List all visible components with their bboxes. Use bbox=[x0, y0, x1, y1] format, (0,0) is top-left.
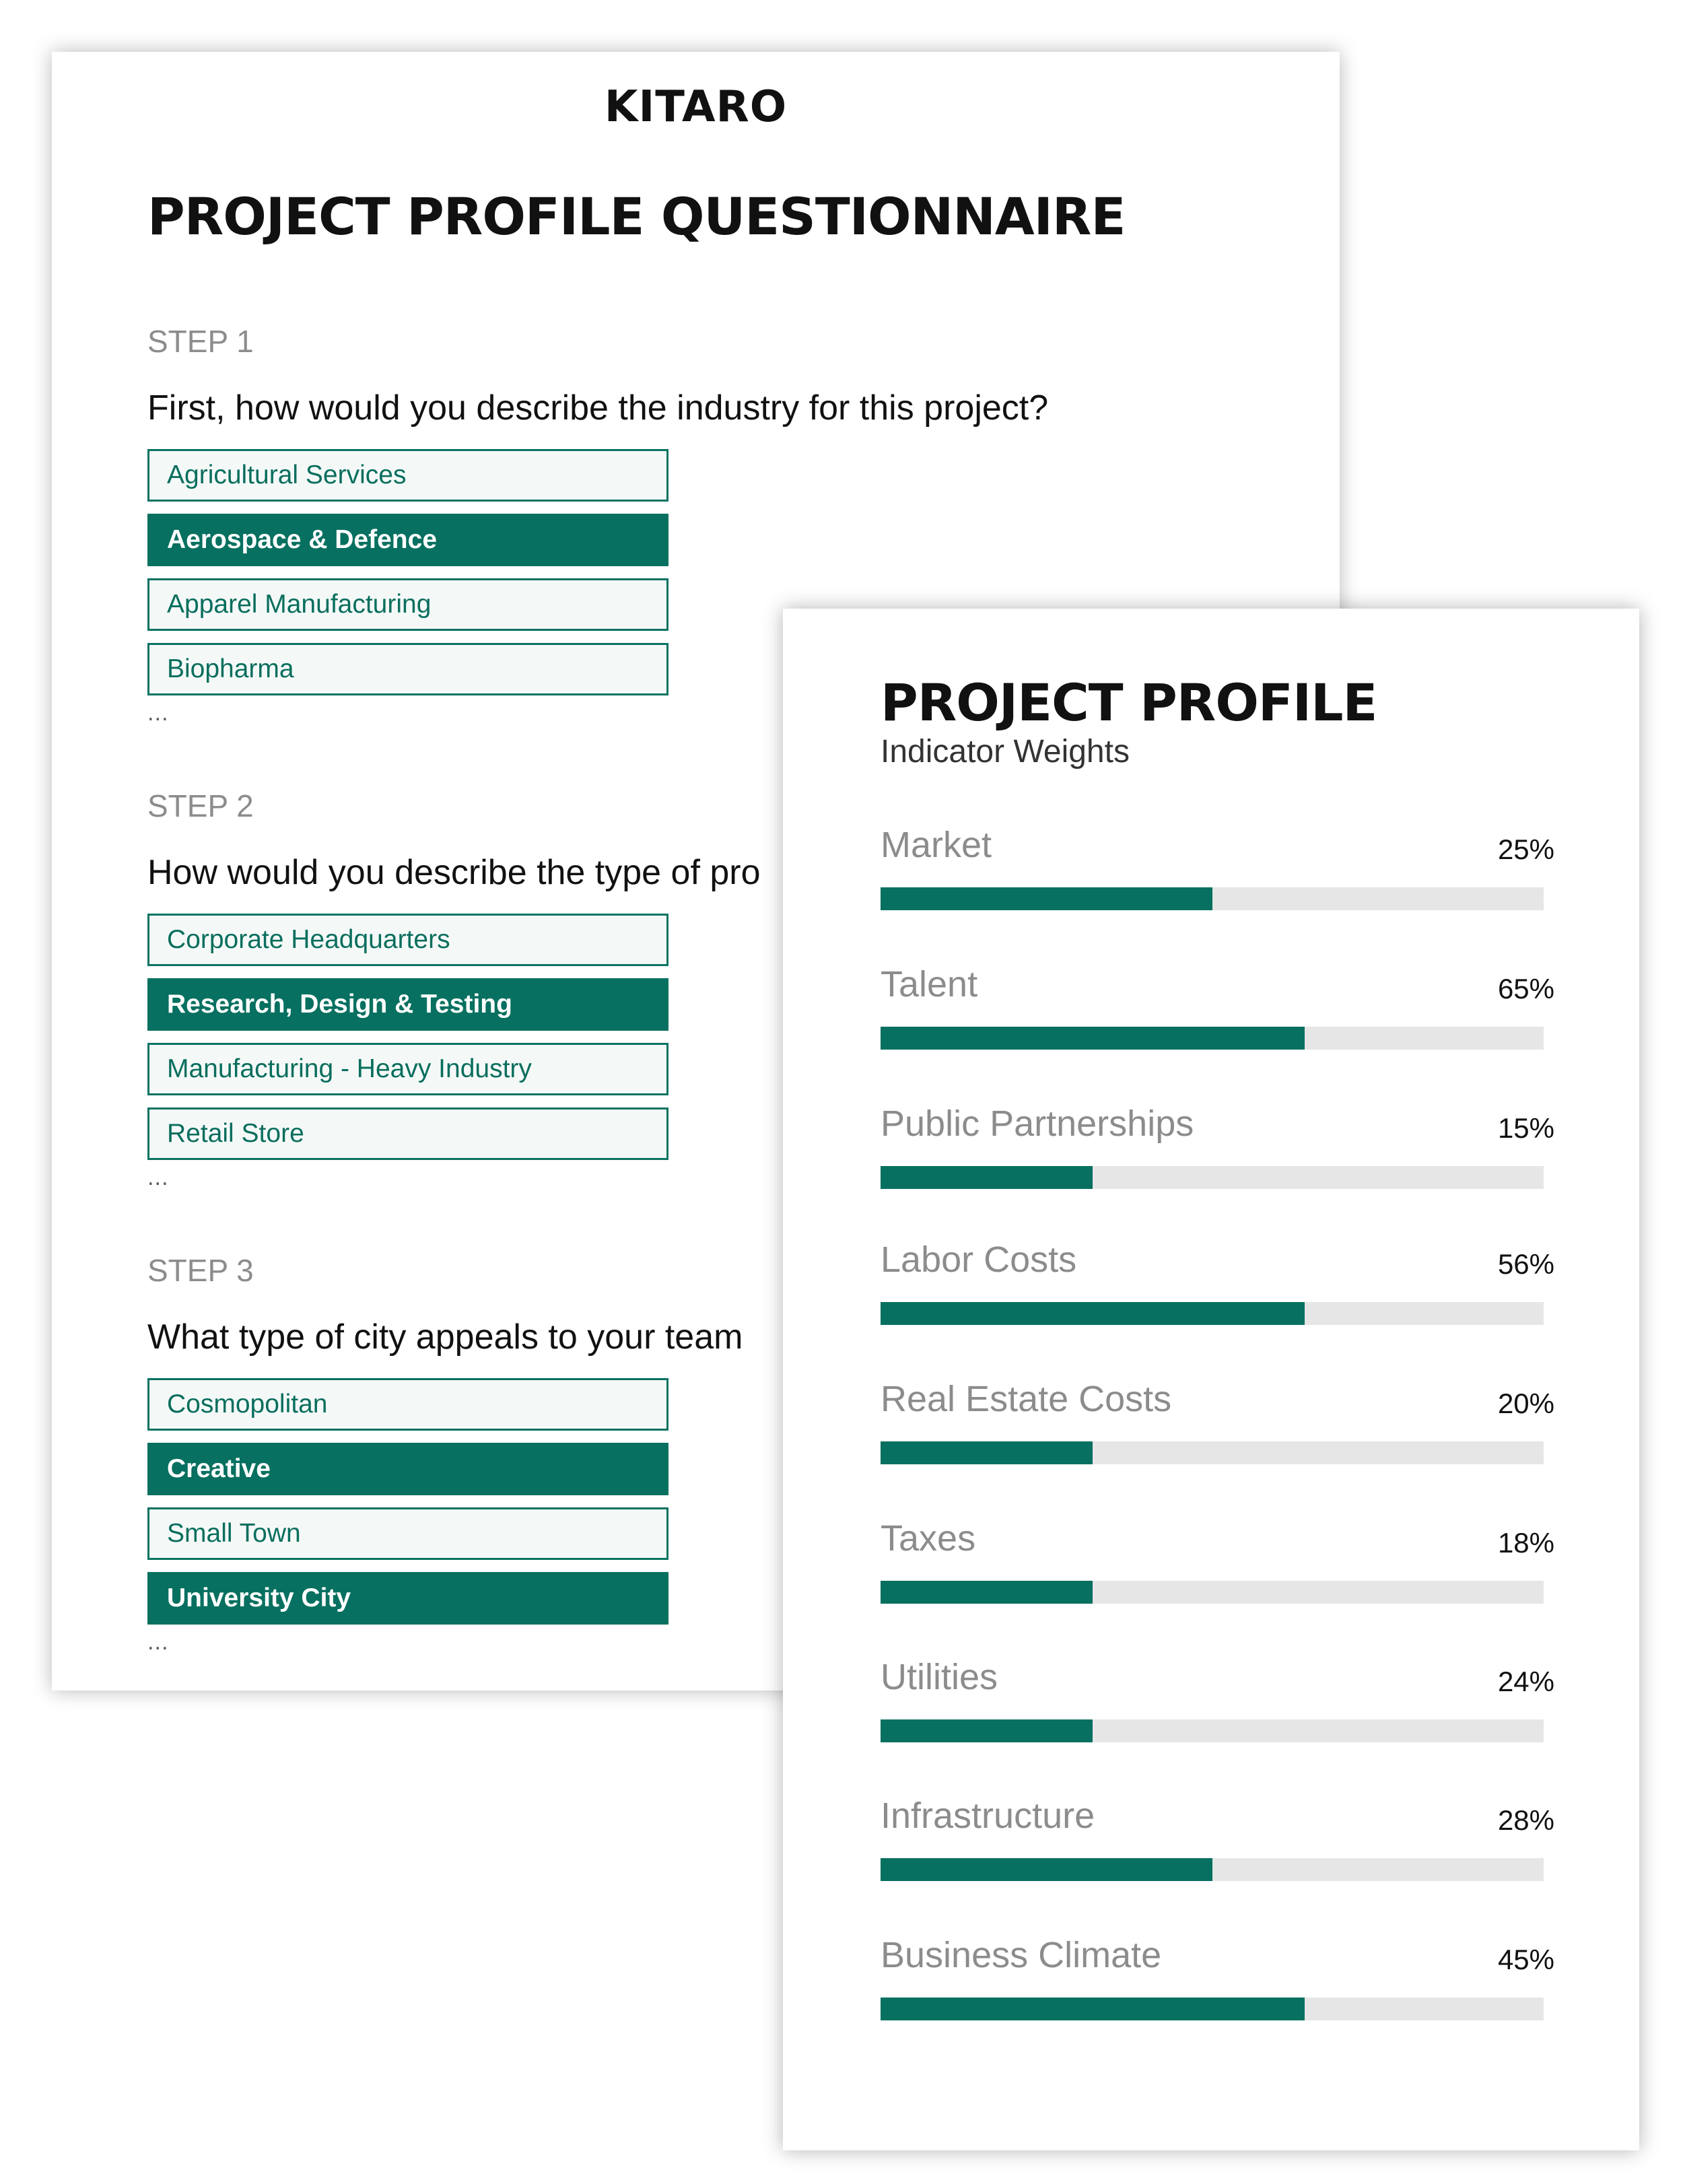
indicator-bar-fill bbox=[881, 1441, 1093, 1464]
indicator-market bbox=[881, 824, 1554, 912]
option-biopharma[interactable]: Biopharma bbox=[147, 643, 668, 695]
indicator-bar-track bbox=[881, 1166, 1544, 1189]
indicator-name: Public Partnerships bbox=[881, 1103, 1194, 1144]
option-cosmopolitan[interactable]: Cosmopolitan bbox=[147, 1378, 668, 1431]
indicator-bar-track bbox=[881, 1998, 1544, 2020]
more-options-ellipsis: ... bbox=[147, 702, 169, 726]
option-manufacturing-heavy-industry[interactable]: Manufacturing - Heavy Industry bbox=[147, 1043, 668, 1095]
step-label: STEP 3 bbox=[147, 1253, 254, 1288]
indicator-percent: 24% bbox=[1497, 1666, 1554, 1697]
more-options-ellipsis: ... bbox=[147, 1631, 169, 1655]
indicator-bar-track bbox=[881, 1441, 1544, 1464]
indicator-percent: 28% bbox=[1497, 1804, 1554, 1836]
more-options-ellipsis: ... bbox=[147, 1167, 169, 1190]
indicator-talent bbox=[881, 963, 1554, 1051]
profile-title: PROJECT PROFILE bbox=[881, 673, 1377, 732]
option-creative[interactable]: Creative bbox=[147, 1443, 668, 1495]
project-profile-card bbox=[783, 609, 1639, 2150]
indicator-bar-fill bbox=[881, 887, 1212, 910]
indicator-percent: 15% bbox=[1497, 1112, 1554, 1144]
indicator-bar-fill bbox=[881, 1581, 1093, 1604]
option-list bbox=[147, 1378, 668, 1625]
indicator-bar-fill bbox=[881, 1719, 1093, 1742]
indicator-utilities bbox=[881, 1656, 1554, 1744]
indicator-bar-track bbox=[881, 1719, 1544, 1742]
indicator-bar-fill bbox=[881, 1858, 1212, 1881]
indicator-percent: 18% bbox=[1497, 1527, 1554, 1559]
indicator-name: Talent bbox=[881, 964, 978, 1004]
indicator-name: Real Estate Costs bbox=[881, 1379, 1172, 1419]
option-agricultural-services[interactable]: Agricultural Services bbox=[147, 449, 668, 502]
indicator-bar-track bbox=[881, 1302, 1544, 1325]
indicator-real-estate-costs bbox=[881, 1378, 1554, 1466]
option-corporate-headquarters[interactable]: Corporate Headquarters bbox=[147, 914, 668, 966]
indicator-percent: 25% bbox=[1497, 833, 1554, 865]
indicator-percent: 45% bbox=[1497, 1944, 1554, 1975]
indicator-infrastructure bbox=[881, 1795, 1554, 1882]
indicator-bar-track bbox=[881, 887, 1544, 910]
profile-subtitle: Indicator Weights bbox=[881, 734, 1130, 770]
indicator-bar-track bbox=[881, 1858, 1544, 1881]
indicator-percent: 56% bbox=[1497, 1248, 1554, 1280]
indicator-bar-track bbox=[881, 1027, 1544, 1050]
brand-logo: KITARO bbox=[604, 82, 788, 132]
option-list bbox=[147, 914, 668, 1160]
step-label: STEP 1 bbox=[147, 324, 254, 359]
indicator-business-climate bbox=[881, 1934, 1554, 2022]
indicator-bar-fill bbox=[881, 1998, 1305, 2020]
step-question: How would you describe the type of pro bbox=[147, 853, 761, 892]
option-list bbox=[147, 449, 668, 695]
indicator-name: Utilities bbox=[881, 1657, 998, 1697]
indicator-bar-fill bbox=[881, 1166, 1093, 1189]
option-aerospace-defence[interactable]: Aerospace & Defence bbox=[147, 514, 668, 566]
questionnaire-title: PROJECT PROFILE QUESTIONNAIRE bbox=[147, 186, 1126, 246]
indicator-bar-fill bbox=[881, 1027, 1305, 1050]
indicator-labor-costs bbox=[881, 1239, 1554, 1326]
indicator-name: Labor Costs bbox=[881, 1239, 1077, 1280]
option-research-design-testing[interactable]: Research, Design & Testing bbox=[147, 978, 668, 1031]
step-question: What type of city appeals to your team bbox=[147, 1318, 743, 1357]
indicator-name: Taxes bbox=[881, 1518, 976, 1559]
option-small-town[interactable]: Small Town bbox=[147, 1507, 668, 1560]
indicator-taxes bbox=[881, 1517, 1554, 1605]
step-question: First, how would you describe the industry for this project? bbox=[147, 388, 1049, 428]
indicator-percent: 20% bbox=[1497, 1388, 1554, 1419]
step-label: STEP 2 bbox=[147, 788, 254, 823]
indicator-bar-track bbox=[881, 1581, 1544, 1604]
option-university-city[interactable]: University City bbox=[147, 1572, 668, 1625]
option-retail-store[interactable]: Retail Store bbox=[147, 1107, 668, 1160]
indicator-name: Business Climate bbox=[881, 1935, 1162, 1975]
option-apparel-manufacturing[interactable]: Apparel Manufacturing bbox=[147, 578, 668, 631]
indicator-name: Infrastructure bbox=[881, 1796, 1095, 1836]
indicator-percent: 65% bbox=[1497, 973, 1554, 1004]
indicator-name: Market bbox=[881, 825, 992, 865]
indicator-bar-fill bbox=[881, 1302, 1305, 1325]
indicator-public-partnerships bbox=[881, 1103, 1554, 1190]
